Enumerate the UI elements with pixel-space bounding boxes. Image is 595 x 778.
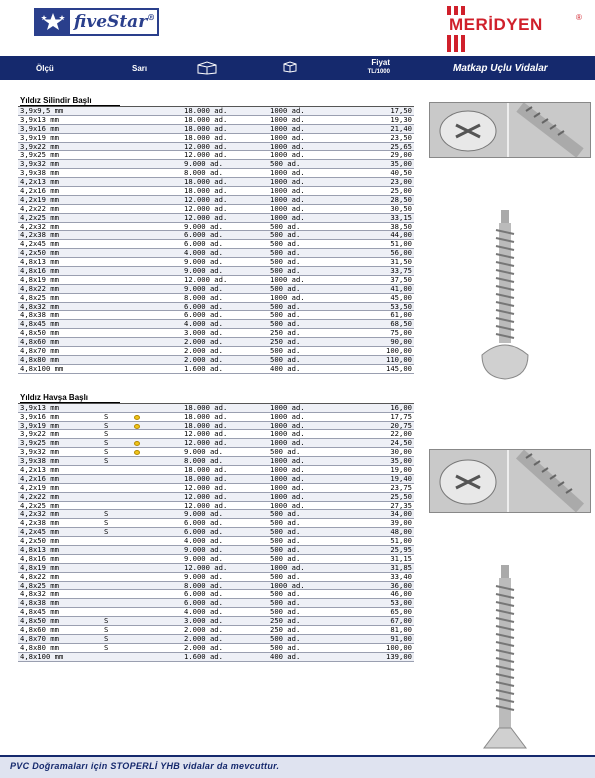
quantity-cell: 12.000 ad. [184,194,228,204]
box-cell: 500 ad. [270,301,301,311]
star-icon [36,10,70,34]
column-header-size: Ölçü [36,64,54,73]
size-cell: 4,8x22 mm [20,283,59,293]
box-cell: 500 ad. [270,248,301,258]
fivestar-brand-name: fiveStar® [74,12,156,32]
quantity-cell: 4.000 ad. [184,607,223,617]
price-cell: 38,50 [390,221,412,231]
box-cell: 1000 ad. [270,562,305,572]
quantity-cell: 12.000 ad. [184,429,228,439]
page-title: Matkap Uçlu Vidalar [453,63,548,74]
size-cell: 4,8x13 mm [20,544,59,554]
quantity-cell: 3.000 ad. [184,616,223,626]
size-cell: 4,8x32 mm [20,589,59,599]
quantity-cell: 6.000 ad. [184,518,223,528]
size-cell: 4,8x38 mm [20,598,59,608]
box-cell: 500 ad. [270,221,301,231]
box-cell: 500 ad. [270,571,301,581]
box-cell: 500 ad. [270,310,301,320]
size-cell: 4,8x50 mm [20,328,59,338]
size-cell: 4,2x16 mm [20,186,59,196]
price-cell: 30,50 [390,203,412,213]
price-cell: 35,00 [390,456,412,466]
size-cell: 4,8x100 mm [20,363,64,373]
quantity-cell: 4.000 ad. [184,536,223,546]
box-cell: 1000 ad. [270,177,305,187]
box-cell: 500 ad. [270,509,301,519]
box-cell: 1000 ad. [270,194,305,204]
size-cell: 3,9x38 mm [20,168,59,178]
box-cell: 400 ad. [270,651,301,661]
size-cell: 4,8x70 mm [20,346,59,356]
size-cell: 4,2x38 mm [20,518,59,528]
box-cell: 500 ad. [270,283,301,293]
yellow-dot-icon [134,450,140,455]
size-cell: 3,9x19 mm [20,420,59,430]
section-rows-silindir [18,106,414,374]
quantity-cell: 12.000 ad. [184,150,228,160]
box-cell: 1000 ad. [270,482,305,492]
stopper-cell: S [104,624,109,634]
quantity-cell: 9.000 ad. [184,266,223,276]
price-cell: 40,50 [390,168,412,178]
box-cell: 250 ad. [270,616,301,626]
size-cell: 4,2x16 mm [20,473,59,483]
box-cell: 1000 ad. [270,491,305,501]
price-cell: 45,00 [390,292,412,302]
price-cell: 28,50 [390,194,412,204]
size-cell: 4,8x16 mm [20,553,59,563]
price-cell: 31,50 [390,257,412,267]
box-cell: 1000 ad. [270,203,305,213]
price-cell: 145,00 [386,363,412,373]
quantity-cell: 12.000 ad. [184,491,228,501]
quantity-cell: 18.000 ad. [184,473,228,483]
price-cell: 23,75 [390,482,412,492]
size-cell: 3,9x9,5 mm [20,106,64,115]
box-cell: 1000 ad. [270,212,305,222]
countersunk-screw-photo [429,449,591,513]
quantity-cell: 12.000 ad. [184,274,228,284]
price-cell: 29,00 [390,150,412,160]
quantity-cell: 8.000 ad. [184,456,223,466]
yellow-dot-icon [134,415,140,420]
size-cell: 3,9x13 mm [20,402,59,412]
quantity-cell: 9.000 ad. [184,447,223,457]
quantity-cell: 2.000 ad. [184,642,223,652]
quantity-cell: 9.000 ad. [184,509,223,519]
size-cell: 4,2x25 mm [20,500,59,510]
box-cell: 1000 ad. [270,132,305,142]
box-cell: 1000 ad. [270,114,305,124]
quantity-cell: 6.000 ad. [184,527,223,537]
box-cell: 250 ad. [270,337,301,347]
price-cell: 81,00 [390,624,412,634]
fivestar-logo [34,8,159,36]
price-cell: 23,00 [390,177,412,187]
box-cell: 1000 ad. [270,106,305,115]
size-cell: 4,8x38 mm [20,310,59,320]
price-cell: 17,50 [390,106,412,115]
box-cell: 500 ad. [270,266,301,276]
price-cell: 27,35 [390,500,412,510]
price-cell: 48,00 [390,527,412,537]
size-cell: 4,2x32 mm [20,509,59,519]
price-cell: 33,15 [390,212,412,222]
quantity-cell: 6.000 ad. [184,301,223,311]
box-cell: 1000 ad. [270,456,305,466]
stopper-cell: S [104,509,109,519]
quantity-cell: 2.000 ad. [184,337,223,347]
price-cell: 34,00 [390,509,412,519]
quantity-cell: 8.000 ad. [184,168,223,178]
size-cell: 4,8x19 mm [20,562,59,572]
meridyen-logo [444,6,590,52]
meridyen-brand-name: MERİDYEN [449,15,543,34]
size-cell: 4,8x45 mm [20,607,59,617]
box-cell: 500 ad. [270,607,301,617]
size-cell: 4,2x13 mm [20,177,59,187]
size-cell: 4,2x45 mm [20,239,59,249]
size-cell: 3,9x38 mm [20,456,59,466]
quantity-cell: 8.000 ad. [184,580,223,590]
size-cell: 4,8x70 mm [20,633,59,643]
box-cell: 500 ad. [270,239,301,249]
quantity-cell: 9.000 ad. [184,257,223,267]
stopper-cell: S [104,633,109,643]
size-cell: 4,2x50 mm [20,536,59,546]
box-cell: 500 ad. [270,346,301,356]
price-cell: 90,00 [390,337,412,347]
stopper-cell: S [104,456,109,466]
quantity-cell: 12.000 ad. [184,141,228,151]
table-header-bar [0,56,595,80]
price-cell: 51,00 [390,536,412,546]
price-cell: 17,75 [390,411,412,421]
price-cell: 25,65 [390,141,412,151]
quantity-cell: 1.600 ad. [184,651,223,661]
box-cell: 1000 ad. [270,420,305,430]
size-cell: 3,9x25 mm [20,438,59,448]
price-cell: 39,00 [390,518,412,528]
price-cell: 68,50 [390,319,412,329]
box-cell: 1000 ad. [270,464,305,474]
price-cell: 23,50 [390,132,412,142]
size-cell: 4,8x19 mm [20,274,59,284]
stopper-cell: S [104,438,109,448]
size-cell: 4,2x32 mm [20,221,59,231]
quantity-cell: 18.000 ad. [184,114,228,124]
box-cell: 500 ad. [270,527,301,537]
box-cell: 1000 ad. [270,141,305,151]
quantity-cell: 9.000 ad. [184,159,223,169]
size-cell: 4,8x80 mm [20,354,59,364]
size-cell: 4,2x38 mm [20,230,59,240]
stopper-cell: S [104,447,109,457]
countersunk-screw-image [480,560,530,760]
price-cell: 37,50 [390,274,412,284]
price-cell: 25,95 [390,544,412,554]
box-cell: 1000 ad. [270,411,305,421]
price-cell: 75,00 [390,328,412,338]
quantity-cell: 18.000 ad. [184,420,228,430]
box-cell: 1000 ad. [270,580,305,590]
pan-head-screw-image [470,205,540,385]
price-cell: 30,00 [390,447,412,457]
pan-head-screw-photo [429,102,591,158]
box-cell: 1000 ad. [270,168,305,178]
stopper-cell: S [104,411,109,421]
box-cell: 500 ad. [270,633,301,643]
yellow-dot-icon [134,441,140,446]
price-cell: 31,85 [390,562,412,572]
quantity-cell: 18.000 ad. [184,186,228,196]
price-cell: 100,00 [386,642,412,652]
table-row [18,653,414,662]
box-cell: 1000 ad. [270,473,305,483]
size-cell: 4,8x50 mm [20,616,59,626]
small-box-icon [283,61,297,75]
quantity-cell: 12.000 ad. [184,482,228,492]
size-cell: 3,9x32 mm [20,447,59,457]
stopper-cell: S [104,527,109,537]
price-cell: 51,00 [390,239,412,249]
size-cell: 4,8x32 mm [20,301,59,311]
box-cell: 400 ad. [270,363,301,373]
price-cell: 20,75 [390,420,412,430]
price-cell: 16,00 [390,402,412,412]
size-cell: 3,9x25 mm [20,150,59,160]
price-cell: 110,00 [386,354,412,364]
size-cell: 3,9x13 mm [20,114,59,124]
quantity-cell: 6.000 ad. [184,230,223,240]
size-cell: 4,2x19 mm [20,482,59,492]
quantity-cell: 12.000 ad. [184,562,228,572]
box-cell: 500 ad. [270,536,301,546]
box-icon [196,61,218,77]
stopper-cell: S [104,642,109,652]
price-table [18,96,414,662]
quantity-cell: 18.000 ad. [184,402,228,412]
price-cell: 56,00 [390,248,412,258]
size-cell: 3,9x22 mm [20,141,59,151]
quantity-cell: 2.000 ad. [184,633,223,643]
size-cell: 4,2x45 mm [20,527,59,537]
price-cell: 100,00 [386,346,412,356]
price-cell: 53,50 [390,301,412,311]
box-cell: 500 ad. [270,589,301,599]
size-cell: 4,8x22 mm [20,571,59,581]
box-cell: 500 ad. [270,518,301,528]
yellow-dot-icon [134,424,140,429]
quantity-cell: 9.000 ad. [184,571,223,581]
size-cell: 4,2x13 mm [20,464,59,474]
box-cell: 1000 ad. [270,429,305,439]
price-cell: 22,00 [390,429,412,439]
quantity-cell: 3.000 ad. [184,328,223,338]
quantity-cell: 12.000 ad. [184,500,228,510]
quantity-cell: 9.000 ad. [184,553,223,563]
quantity-cell: 18.000 ad. [184,464,228,474]
box-cell: 1000 ad. [270,186,305,196]
price-cell: 61,00 [390,310,412,320]
size-cell: 4,8x13 mm [20,257,59,267]
column-header-price: Fiyat TL/1000 [367,58,390,75]
size-cell: 3,9x16 mm [20,123,59,133]
quantity-cell: 1.600 ad. [184,363,223,373]
quantity-cell: 6.000 ad. [184,310,223,320]
box-cell: 1000 ad. [270,150,305,160]
quantity-cell: 2.000 ad. [184,346,223,356]
footer-note: PVC Doğramaları için STOPERLİ YHB vidalar da mevcuttur. [10,761,280,771]
stopper-cell: S [104,429,109,439]
box-cell: 1000 ad. [270,274,305,284]
table-row [18,365,414,374]
size-cell: 4,8x80 mm [20,642,59,652]
size-cell: 4,8x60 mm [20,337,59,347]
box-cell: 1000 ad. [270,402,305,412]
size-cell: 4,2x50 mm [20,248,59,258]
price-cell: 67,00 [390,616,412,626]
price-cell: 33,75 [390,266,412,276]
stopper-cell: S [104,616,109,626]
footer-note-bar [0,755,595,778]
price-cell: 41,00 [390,283,412,293]
stopper-cell: S [104,420,109,430]
price-cell: 19,00 [390,464,412,474]
price-cell: 91,00 [390,633,412,643]
size-cell: 4,2x22 mm [20,491,59,501]
quantity-cell: 18.000 ad. [184,123,228,133]
box-cell: 500 ad. [270,447,301,457]
price-cell: 24,50 [390,438,412,448]
column-header-color: Sarı [132,64,148,73]
price-cell: 31,15 [390,553,412,563]
box-cell: 250 ad. [270,328,301,338]
box-cell: 500 ad. [270,230,301,240]
price-cell: 35,00 [390,159,412,169]
price-cell: 53,00 [390,598,412,608]
price-cell: 25,00 [390,186,412,196]
size-cell: 3,9x32 mm [20,159,59,169]
quantity-cell: 18.000 ad. [184,106,228,115]
quantity-cell: 6.000 ad. [184,598,223,608]
size-cell: 3,9x22 mm [20,429,59,439]
quantity-cell: 4.000 ad. [184,319,223,329]
price-cell: 139,00 [386,651,412,661]
quantity-cell: 12.000 ad. [184,212,228,222]
quantity-cell: 9.000 ad. [184,544,223,554]
box-cell: 500 ad. [270,159,301,169]
price-cell: 19,30 [390,114,412,124]
box-cell: 500 ad. [270,642,301,652]
size-cell: 4,2x22 mm [20,203,59,213]
box-cell: 250 ad. [270,624,301,634]
box-cell: 1000 ad. [270,438,305,448]
size-cell: 4,2x19 mm [20,194,59,204]
size-cell: 4,8x16 mm [20,266,59,276]
price-cell: 36,00 [390,580,412,590]
price-cell: 19,40 [390,473,412,483]
stopper-cell: S [104,518,109,528]
quantity-cell: 6.000 ad. [184,239,223,249]
size-cell: 4,8x25 mm [20,292,59,302]
price-cell: 65,00 [390,607,412,617]
size-cell: 3,9x19 mm [20,132,59,142]
quantity-cell: 12.000 ad. [184,438,228,448]
price-cell: 46,00 [390,589,412,599]
registered-mark: ® [576,13,582,22]
price-cell: 21,40 [390,123,412,133]
quantity-cell: 4.000 ad. [184,248,223,258]
quantity-cell: 18.000 ad. [184,132,228,142]
box-cell: 500 ad. [270,598,301,608]
section-title-silindir: Yıldız Silindir Başlı [20,96,120,106]
size-cell: 4,8x60 mm [20,624,59,634]
box-cell: 500 ad. [270,544,301,554]
size-cell: 4,8x100 mm [20,651,64,661]
quantity-cell: 6.000 ad. [184,589,223,599]
box-cell: 500 ad. [270,257,301,267]
section-title-havsa: Yıldız Havşa Başlı [20,393,120,403]
quantity-cell: 18.000 ad. [184,177,228,187]
quantity-cell: 2.000 ad. [184,624,223,634]
quantity-cell: 2.000 ad. [184,354,223,364]
box-cell: 1000 ad. [270,292,305,302]
quantity-cell: 9.000 ad. [184,283,223,293]
size-cell: 4,8x45 mm [20,319,59,329]
quantity-cell: 18.000 ad. [184,411,228,421]
size-cell: 4,8x25 mm [20,580,59,590]
price-cell: 44,00 [390,230,412,240]
quantity-cell: 8.000 ad. [184,292,223,302]
box-cell: 1000 ad. [270,123,305,133]
size-cell: 3,9x16 mm [20,411,59,421]
box-cell: 1000 ad. [270,500,305,510]
quantity-cell: 9.000 ad. [184,221,223,231]
box-cell: 500 ad. [270,553,301,563]
quantity-cell: 12.000 ad. [184,203,228,213]
size-cell: 4,2x25 mm [20,212,59,222]
price-cell: 33,40 [390,571,412,581]
box-cell: 500 ad. [270,319,301,329]
box-cell: 500 ad. [270,354,301,364]
section-rows-havsa [18,403,414,662]
price-cell: 25,50 [390,491,412,501]
